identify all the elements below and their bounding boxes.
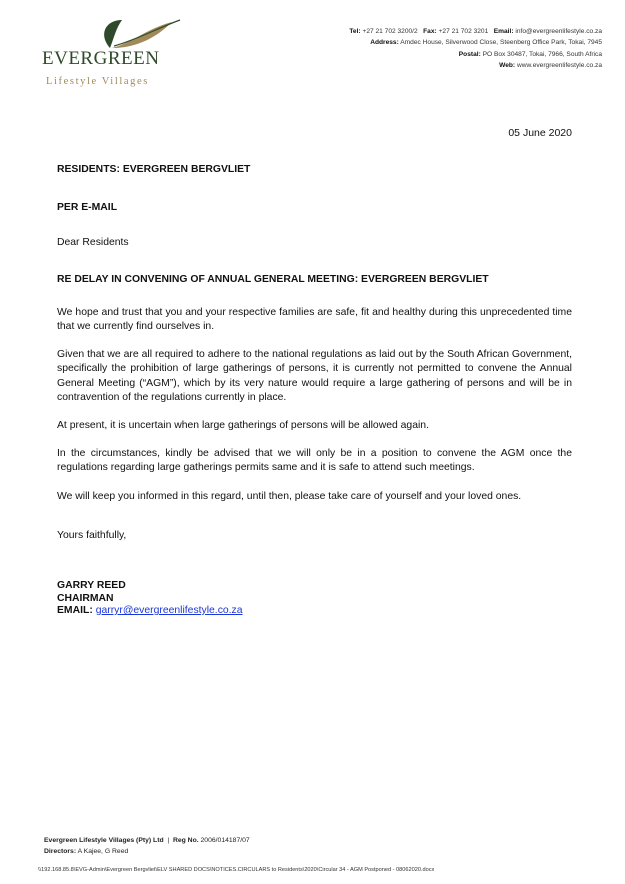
contact-web[interactable]: www.evergreenlifestyle.co.za <box>516 62 602 70</box>
signatory-email-link[interactable]: garryr@evergreenlifestyle.co.za <box>95 605 243 616</box>
closing: Yours faithfully, <box>57 530 127 541</box>
subject-line: RE DELAY IN CONVENING OF ANNUAL GENERAL MEETING: EVERGREEN BERGVLIET <box>57 274 489 285</box>
salutation: Dear Residents <box>57 237 129 248</box>
logo-wordmark: EVERGREEN <box>42 48 160 69</box>
delivery-line: PER E-MAIL <box>57 202 118 213</box>
contact-email[interactable]: info@evergreenlifestyle.co.za <box>515 28 602 35</box>
signatory-title: CHAIRMAN <box>57 592 114 604</box>
contact-block <box>349 26 602 72</box>
paragraph-3: At present, it is uncertain when large gatherings of persons will be allowed again. <box>57 420 429 431</box>
letter-date: 05 June 2020 <box>508 127 572 139</box>
file-path: \\192.168.85.8\EVG-Admin\Evergreen Bergvliet\ELV SHARED DOCS\NOTICES.CIRCULARS to Residents\2020\Circular 34 - AGM Postponed - 08062020.docx <box>38 867 435 873</box>
paragraph-5: We will keep you informed in this regard, until then, please take care of yourself and your loved ones. <box>57 491 522 502</box>
paragraph-1: We hope and trust that you and your respective families are safe, fit and healthy during this unprecedented time that we currently find ourselves in. <box>57 307 572 333</box>
recipient-line: RESIDENTS: EVERGREEN BERGVLIET <box>57 164 251 175</box>
contact-line-web: Web: www.evergreenlifestyle.co.za <box>499 62 602 70</box>
paragraph-2: Given that we are all required to adhere to the national regulations as laid out by the South African Government, specifically the prohibition of large gatherings of persons, it is currently not permitted to convene the Annual General Meeting (“AGM”), which by its very nature would require a large gathering of persons and will be in contravention of the regulations currently in place. <box>57 349 572 403</box>
contact-line-address: Address: Amdec House, Silverwood Close, Steenberg Office Park, Tokai, 7945 <box>370 39 602 47</box>
signature-block <box>57 580 572 618</box>
footer-directors-line: Directors: A Kajee, G Reed <box>44 848 129 855</box>
contact-line-postal: Postal: PO Box 30487, Tokai, 7966, South Africa <box>458 50 602 58</box>
signatory-name: GARRY REED <box>57 580 126 591</box>
signatory-email-line: EMAIL: garryr@evergreenlifestyle.co.za <box>57 605 243 616</box>
logo-tagline: Lifestyle Villages <box>46 76 149 87</box>
paragraph-4: In the circumstances, kindly be advised that we will only be in a position to convene the AGM once the regulations regarding large gatherings permits same and it is safe to attend such meetings. <box>57 448 572 474</box>
footer-company-line: Evergreen Lifestyle Villages (Pty) Ltd | Reg No. 2006/014187/07 <box>44 837 250 844</box>
contact-line-tel: Tel: +27 21 702 3200/2 Fax: +27 21 702 3201 Email: info@evergreenlifestyle.co.za <box>349 28 602 35</box>
